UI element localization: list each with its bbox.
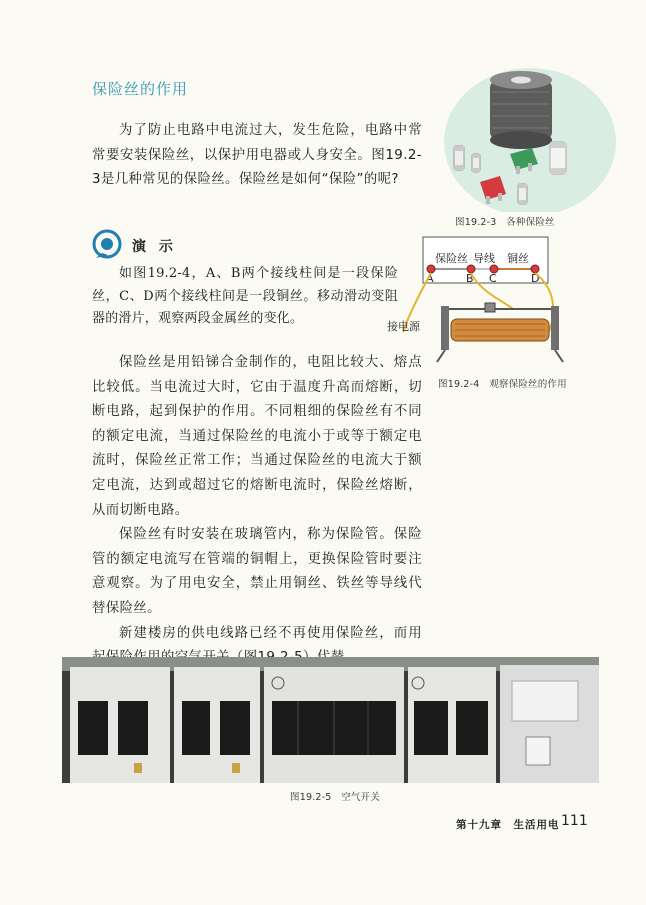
glass-fuse	[472, 154, 480, 172]
fuses-photo	[440, 62, 620, 212]
demo-text: 如图19.2-4，A、B两个接线柱间是一段保险丝，C、D两个接线柱间是一段铜丝。移动滑动变阻器的滑片，观察两段金属丝的变化。	[92, 266, 398, 326]
breaker-module	[264, 667, 404, 783]
ceramic-fuse	[550, 142, 566, 174]
section-heading: 保险丝的作用	[92, 80, 189, 98]
paragraph: 新建楼房的供电线路已经不再使用保险丝，而用	[119, 625, 422, 641]
terminal-c: C	[489, 272, 497, 285]
label-power: 接电源	[387, 320, 420, 333]
paragraph: 保险丝是用铅锑合金制作的，电阻比较大、熔点比较低。当电流过大时，它由于温度升高而熔断，切断电路，起到保护的作用。不同粗细的保险丝有不同的额定电流，当通过保险丝的电流小于或等于额定电流时，保险丝正常工作；当通过保险丝的电流大于额定电流，达到或超过它的熔断电流时，保险丝熔断，从而切断电路。	[92, 355, 422, 518]
rcd-module	[500, 665, 599, 783]
breaker-module	[70, 667, 170, 783]
terminal-b: B	[466, 272, 474, 285]
label-wire: 导线	[473, 252, 495, 265]
figure-1925-caption: 图19.2-5 空气开关	[290, 792, 381, 803]
figure-1924-caption: 图19.2-4 观察保险丝的作用	[438, 379, 567, 390]
demo-icon	[92, 229, 126, 259]
body-text	[92, 351, 422, 671]
glass-fuse	[518, 184, 527, 204]
breaker-module	[408, 667, 496, 783]
label-copper: 铜丝	[507, 252, 529, 265]
intro-paragraph: 为了防止电路中电流过大，发生危险，电路中常常要安装保险丝，以保护用电器或人身安全。图19.2-3是几种常见的保险丝。保险丝是如何“保险”的呢?	[92, 123, 422, 188]
demo-title: 演 示	[132, 239, 177, 255]
rheostat	[437, 303, 563, 362]
page-number: 111	[561, 813, 588, 829]
figure-1923-caption: 图19.2-3 各种保险丝	[455, 217, 555, 228]
terminal-d: D	[531, 272, 540, 285]
air-switch-photo	[62, 657, 599, 783]
wire-spool	[490, 71, 552, 149]
breaker-module	[174, 667, 260, 783]
glass-fuse	[454, 146, 464, 170]
label-fuse: 保险丝	[435, 252, 468, 265]
chapter-label: 第十九章 生活用电	[456, 819, 560, 831]
paragraph: 保险丝有时安装在玻璃管内，称为保险管。保险管的额定电流写在管端的铜帽上，更换保险管时要注意观察。为了用电安全，禁止用铜丝、铁丝等导线代替保险丝。	[92, 527, 422, 616]
terminal-a: A	[426, 272, 434, 285]
